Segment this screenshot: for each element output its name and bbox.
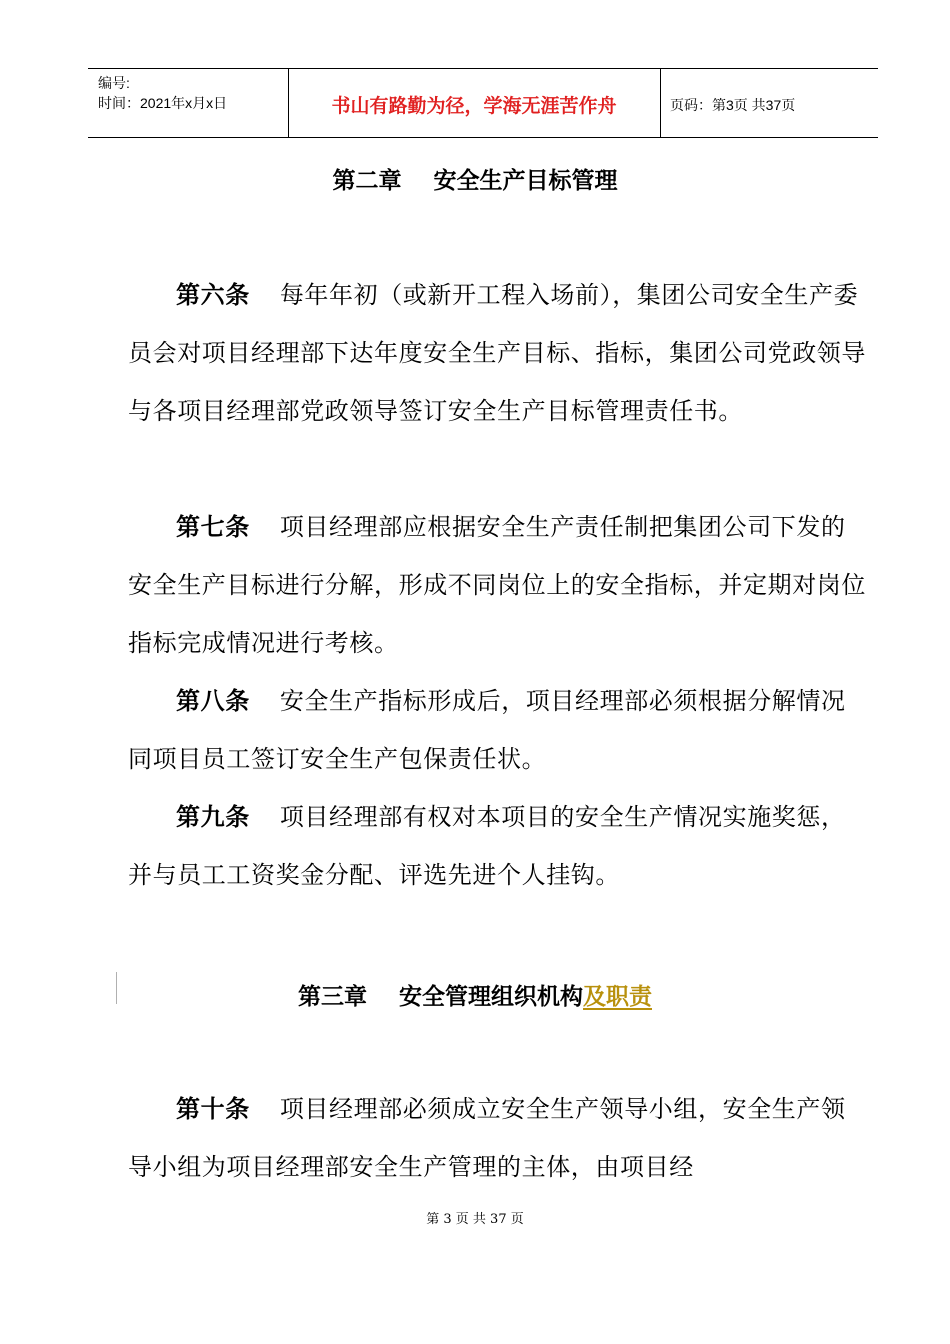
document-number-label: 编号: (98, 75, 130, 91)
chapter-heading-3 (0, 978, 950, 1011)
article-10 (128, 1080, 868, 1196)
chapter-number: 第三章 (298, 984, 367, 1010)
article-text: 项目经理部有权对本项目的安全生产情况实施奖惩，并与员工工资奖金分配、评选先进个人挂钩。 (128, 803, 846, 889)
article-6 (128, 266, 868, 440)
header-meta (98, 73, 283, 113)
article-8 (128, 672, 868, 788)
article-text: 每年年初（或新开工程入场前），集团公司安全生产委员会对项目经理部下达年度安全生产目标、指标，集团公司党政领导与各项目经理部党政领导签订安全生产目标管理责任书。 (128, 281, 866, 425)
document-time: 时间：2021年x月x日 (98, 95, 228, 111)
article-text: 项目经理部应根据安全生产责任制把集团公司下发的安全生产目标进行分解，形成不同岗位上的安全指标，并定期对岗位指标完成情况进行考核。 (128, 513, 866, 657)
chapter-title: 安全管理组织机构 (399, 984, 583, 1010)
article-text: 安全生产指标形成后，项目经理部必须根据分解情况同项目员工签订安全生产包保责任状。 (128, 687, 846, 773)
chapter-title-link[interactable]: 及职责 (583, 984, 652, 1010)
header-motto: 书山有路勤为径，学海无涯苦作舟 (331, 95, 617, 117)
article-9 (128, 788, 868, 904)
header-divider (660, 69, 661, 137)
page-header (88, 68, 878, 138)
header-page-info: 页码：第3页 共37页 (670, 97, 796, 113)
article-text: 项目经理部必须成立安全生产领导小组，安全生产领导小组为项目经理部安全生产管理的主体，由项目经 (128, 1095, 846, 1181)
article-label: 第七条 (176, 513, 250, 541)
chapter-heading-2 (0, 162, 950, 195)
page-footer: 第 3 页 共 37 页 (426, 1212, 524, 1227)
chapter-title: 安全生产目标管理 (433, 168, 618, 194)
article-label: 第六条 (176, 281, 250, 309)
article-label: 第十条 (176, 1095, 250, 1123)
chapter-number: 第二章 (332, 168, 402, 194)
article-label: 第八条 (176, 687, 250, 715)
article-label: 第九条 (176, 803, 250, 831)
article-7 (128, 498, 868, 672)
